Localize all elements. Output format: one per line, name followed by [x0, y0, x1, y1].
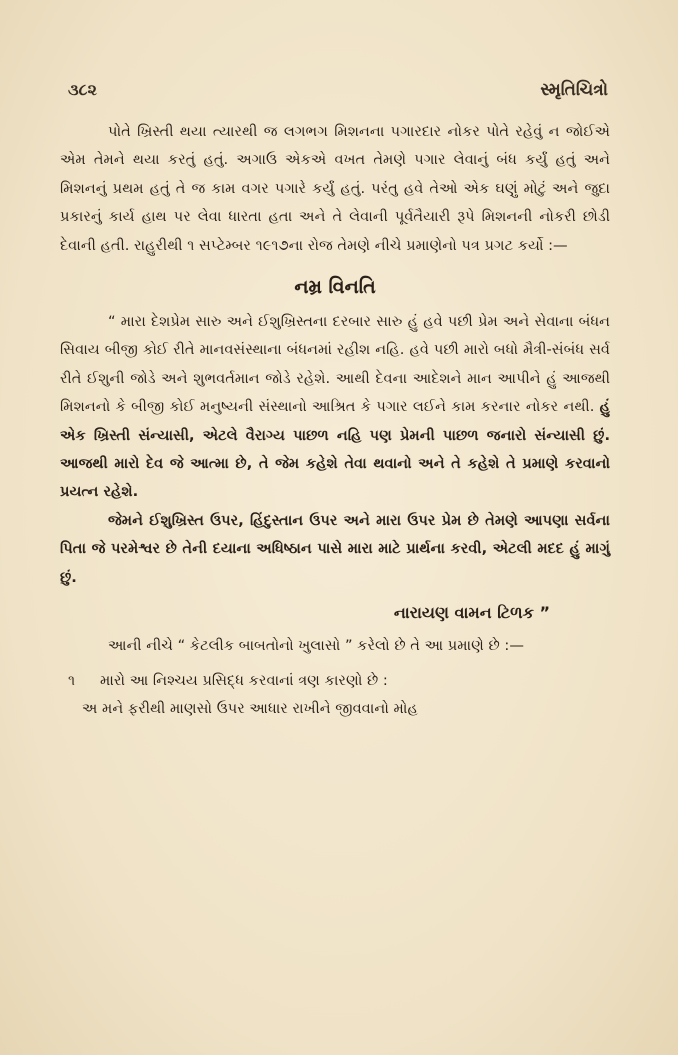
letter-heading: નમ્ર વિનતિ	[294, 276, 376, 299]
list-item-continuation: અ મને ફરીથી માણસો ઉપર આધાર રાખીને જીવવાનો મોહ	[82, 699, 418, 717]
list-item	[60, 667, 610, 695]
letter-paragraph-1-bold: હું એક ખ્રિસ્તી સંન્યાસી, એટલે વૈરાગ્ય પાછળ નહિ પણ પ્રેમની પાછળ જનારો સંન્યાસી છું. આજથી મારો દેવ જે આત્મા છે, તે જેમ કહેશે તેવા થવાનો અને તે કહેશે તે પ્રમાણે કરવાનો પ્રયત્ન રહેશે.	[60, 398, 611, 501]
note-paragraph: આની નીચે “ કેટલીક બાબતોનો ખુલાસો ” કરેલો છે તે આ પ્રમાણે છે :—	[108, 637, 524, 655]
list-item-number: ૧	[68, 671, 76, 689]
page-number: ૩૮૨	[68, 80, 97, 99]
list-item-text: મારો આ નિશ્ચય પ્રસિદ્ધ કરવાનાં ત્રણ કારણો છે :	[100, 671, 388, 689]
page-body	[60, 118, 610, 723]
letter-paragraph-2: જેમને ઈશુખ્રિસ્ત ઉપર, હિંદુસ્તાન ઉપર અને મારા ઉપર પ્રેમ છે તેમણે આપણા સર્વના પિતા જે પરમેશ્વર છે તેની દયાના અધિષ્ઠાન પાસે મારા માટે પ્રાર્થના કરવી, એટલી મદદ હું માગું છું.	[60, 511, 610, 586]
intro-paragraph: પોતે ખ્રિસ્તી થયા ત્યારથી જ લગભગ મિશનના પગારદાર નોકર પોતે રહેવું ન જોઈએ એમ તેમને થયા કરતું હતું. અગાઉ એકએ વખત તેમણે પગાર લેવાનું બંધ કર્યું હતું અને મિશનનું પ્રથમ હતું તે જ કામ વગર પગારે કર્યું હતું. પરંતુ હવે તેઓ એક ઘણું મોટું અને જુદા પ્રકારનું કાર્ય હાથ પર લેવા ધારતા હતા અને તે લેવાની પૂર્વતૈયારી રૂપે મિશનની નોકરી છોડી દેવાની હતી. રાહુરીથી ૧ સપ્ટેમ્બર ૧૯૧૭ના રોજ તેમણે નીચે પ્રમાણેનો પત્ર પ્રગટ કર્યો :—	[60, 123, 610, 254]
letter-paragraph-1-text: “ મારા દેશપ્રેમ સારુ અને ઈશુખ્રિસ્તના દરબાર સારુ હું હવે પછી પ્રેમ અને સેવાના બંધન સિવાય બીજી કોઈ રીતે માનવસંસ્થાના બંધનમાં રહીશ નહિ. હવે પછી મારો બધો મૈત્રી-સંબંધ સર્વ રીતે ઈશુની જોડે અને શુભવર્તમાન જોડે રહેશે. આથી દેવના આદેશને માન આપીને હું આજથી મિશનનો કે બીજી કોઈ મનુષ્યની સંસ્થાનો આશ્રિત કે પગાર લઈને કામ કરનાર નોકર નથી.	[60, 313, 610, 416]
running-title: સ્મૃતિચિત્રો	[540, 80, 608, 100]
page-header	[68, 80, 608, 100]
letter-signature: નારાયણ વામન ટિળક ”	[393, 603, 550, 623]
letter-paragraph-1	[60, 308, 610, 507]
letter-block	[60, 308, 610, 628]
